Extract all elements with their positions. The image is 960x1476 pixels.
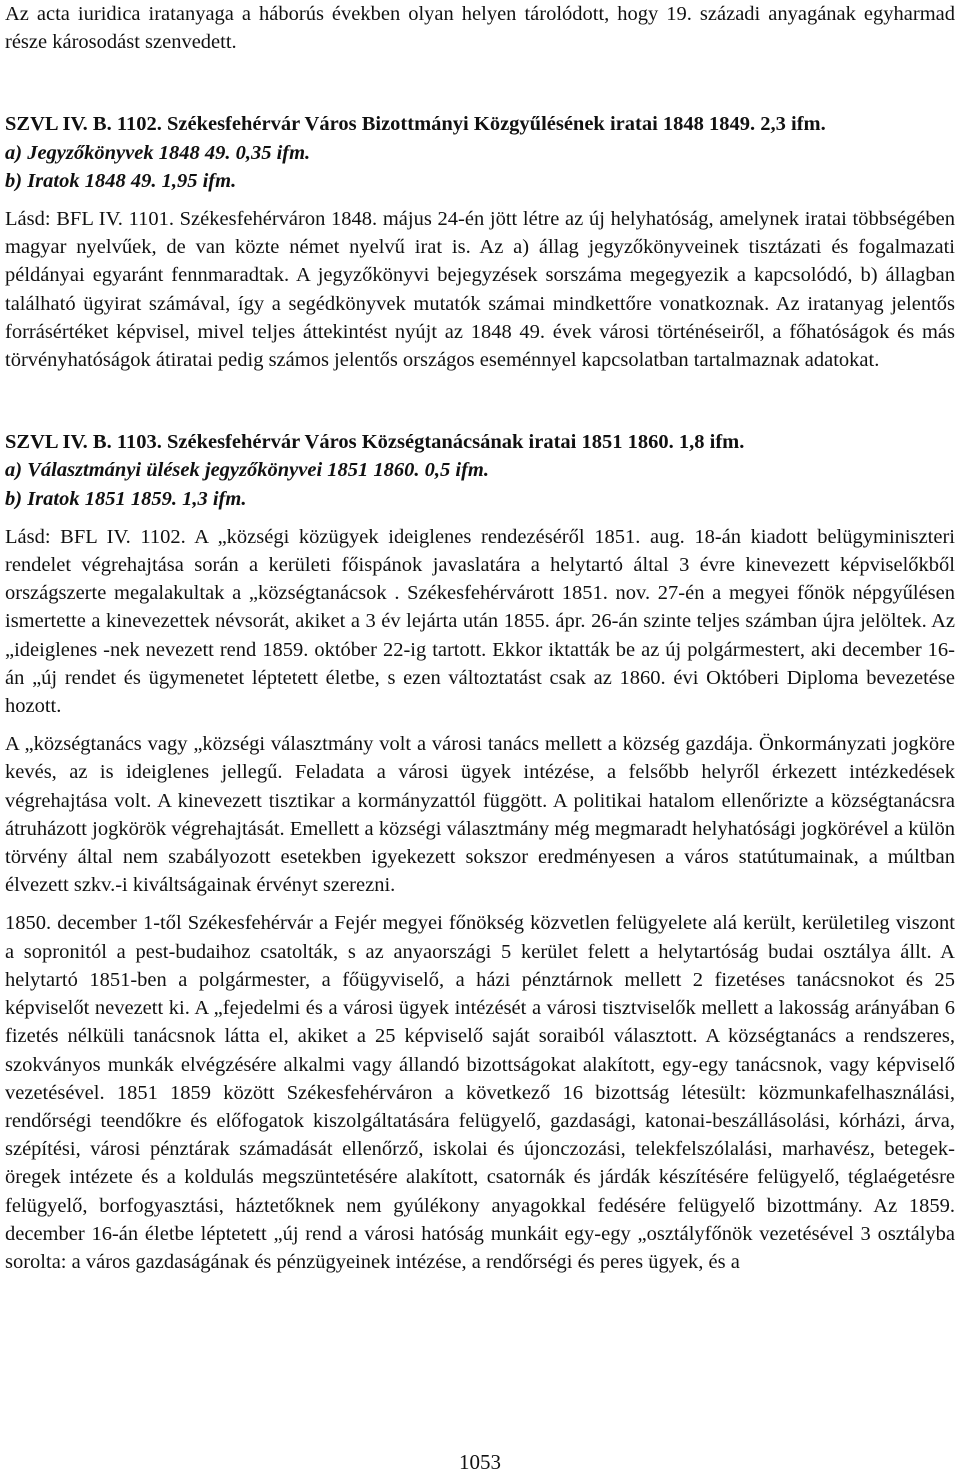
fond-1102-series-a xyxy=(5,139,955,167)
fond-1102-series-a-label: a) Jegyzőkönyvek 1848 49. 0,35 ifm. xyxy=(5,141,311,164)
intro-paragraph: Az acta iuridica iratanyaga a háborús években olyan helyen tárolódott, hogy 19. századi anyagának egyharmad része károsodást szenvedett. xyxy=(5,3,955,54)
fond-1103-paragraph-3: 1850. december 1-től Székesfehérvár a Fejér megyei főnökség közvetlen felügyelete alá került, kerületileg viszont a sopronitól a pest-budaihoz csatolták, s az anyaországi 5 kerület felett a helytartóság budai osztálya állt. A helytartó 1851-ben a polgármester, a főügyviselő, a házi pénztárnok mellett 2 fizetéses tanácsnokot és 25 képviselőt nevezett ki. A „fejedelmi és a városi ügyek intézését a városi tisztviselők mellett a lakosság arányában 6 fizetés nélküli tanácsnok látta el, akiket a 25 képviselő saját soraiból választott. A községtanács a rendszeres, szokványos munkák elvégzésére alkalmi vagy állandó bizottságokat alakított, egy-egy tanácsnok, vagy képviselő vezetésével. 1851 1859 között Székesfehérváron a következő 16 bizottság létesült: közmunkafelhasználási, rendőrségi teendőkre és előfogatok kiszolgáltatására felügyelő, gazdasági, katonai-beszállásolási, kórházi, árva, szépítési, városi pénztárak számadását ellenőrző, iskolai és újonczozási, telekfelszólalási, marhavész, betegek-öregek intézete és a koldulás megszüntetésére alakított, csatornák és járdák készítésére felügyelő, téglaégetésre felügyelő, borfogyasztási, háztetőknek nem gyúlékony anyagokkal fedésére felügyelő bizottmány. Az 1859. december 16-án életbe léptetett „új rend a városi hatóság munkáit egy-egy „osztályfőnök vezetésével 3 osztályba sorolta: a város gazdaságának és pénzügyeinek intézése, a rendőrségi és peres ügyek, és a xyxy=(5,912,955,1273)
fond-1103-paragraph-2: A „községtanács vagy „községi választmány volt a városi tanács mellett a község gazdája. Önkormányzati jogköre kevés, az is ideiglenes jellegű. Feladata a városi ügyek intézése, a felsőbb helyről érkezett intézkedések végrehajtása volt. A kinevezett tisztikar a kormányzattól függött. A politikai hatalom ellenőrizte a községtanácsra átruházott jogkörök végrehajtását. Emellett a községi választmány még megmaradt helyhatósági jogkörével a külön törvény által nem szabályozott esetekben igyekezett sokszor eredményesen a város statútumainak, a múltban élvezett szkv.-i kiváltságainak érvényt szerezni. xyxy=(5,733,955,897)
page-number: 1053 xyxy=(459,1450,501,1474)
fond-1103-series-a-label: a) Választmányi ülések jegyzőkönyvei 1851 1860. 0,5 ifm. xyxy=(5,459,489,482)
fond-1103-paragraph-1: Lásd: BFL IV. 1102. A „községi közügyek ideiglenes rendezéséről 1851. aug. 18-án kiadott belügyminiszteri rendelet végrehajtása során a kerületi főispánok javaslatára a helytartó által 3 évre kinevezett képviselőkből országszerte megalakultak a „községtanácsok . Székesfehérvárott 1851. nov. 27-én a megyei főnök népgyűlésen ismertette a kinevezettek névsorát, akiket a 3 év lejárta után 1855. ápr. 26-án szinte teljes számban újra jelöltek. Az „ideiglenes -nek nevezett rend 1859. október 22-ig tartott. Ekkor iktatták be az új polgármestert, aki december 16-án „új rendet és ügymenetet léptetett életbe, s ezen változtatást csak az 1860. évi Októberi Diploma bevezetése hozott. xyxy=(5,525,955,718)
fond-1103-series-a xyxy=(5,456,955,484)
fond-1103-title: SZVL IV. B. 1103. Székesfehérvár Város Községtanácsának iratai 1851 1860. 1,8 ifm. xyxy=(5,431,745,454)
section-gap xyxy=(5,56,955,110)
fond-1102-description: Lásd: BFL IV. 1101. Székesfehérváron 1848. május 24-én jött létre az új helyhatóság, amelynek iratai többségében magyar nyelvűek, de van közte német nyelvű irat is. Az a) állag jegyzőkönyveinek tisztázati és fogalmazati példányai egyaránt fennmaradtak. A jegyzőkönyvi bejegyzések sorszáma megegyezik a kapcsolódó, b) állagban található ügyirat számával, így a segédkönyvek mutatók számai mindkettőre vonatkoznak. Az iratanyag jelentős forrásértéket képvisel, mivel teljes áttekintést nyújt az 1848 49. évek városi történéseiről, a főhatóságok és más törvényhatóságok átiratai pedig számos jelentős országos eseménnyel kapcsolatban tartalmaznak adatokat. xyxy=(5,208,955,372)
fond-1103-series-b xyxy=(5,485,955,513)
fond-1102-series-b-label: b) Iratok 1848 49. 1,95 ifm. xyxy=(5,169,237,192)
section-gap xyxy=(5,374,955,428)
document-page xyxy=(5,0,955,1276)
fond-1102-title: SZVL IV. B. 1102. Székesfehérvár Város Bizottmányi Közgyűlésének iratai 1848 1849. 2,3 ifm. xyxy=(5,113,826,136)
fond-1102-heading xyxy=(5,110,955,138)
fond-1102-series-b xyxy=(5,167,955,195)
fond-1103-heading xyxy=(5,428,955,456)
fond-1103-series-b-label: b) Iratok 1851 1859. 1,3 ifm. xyxy=(5,487,247,510)
